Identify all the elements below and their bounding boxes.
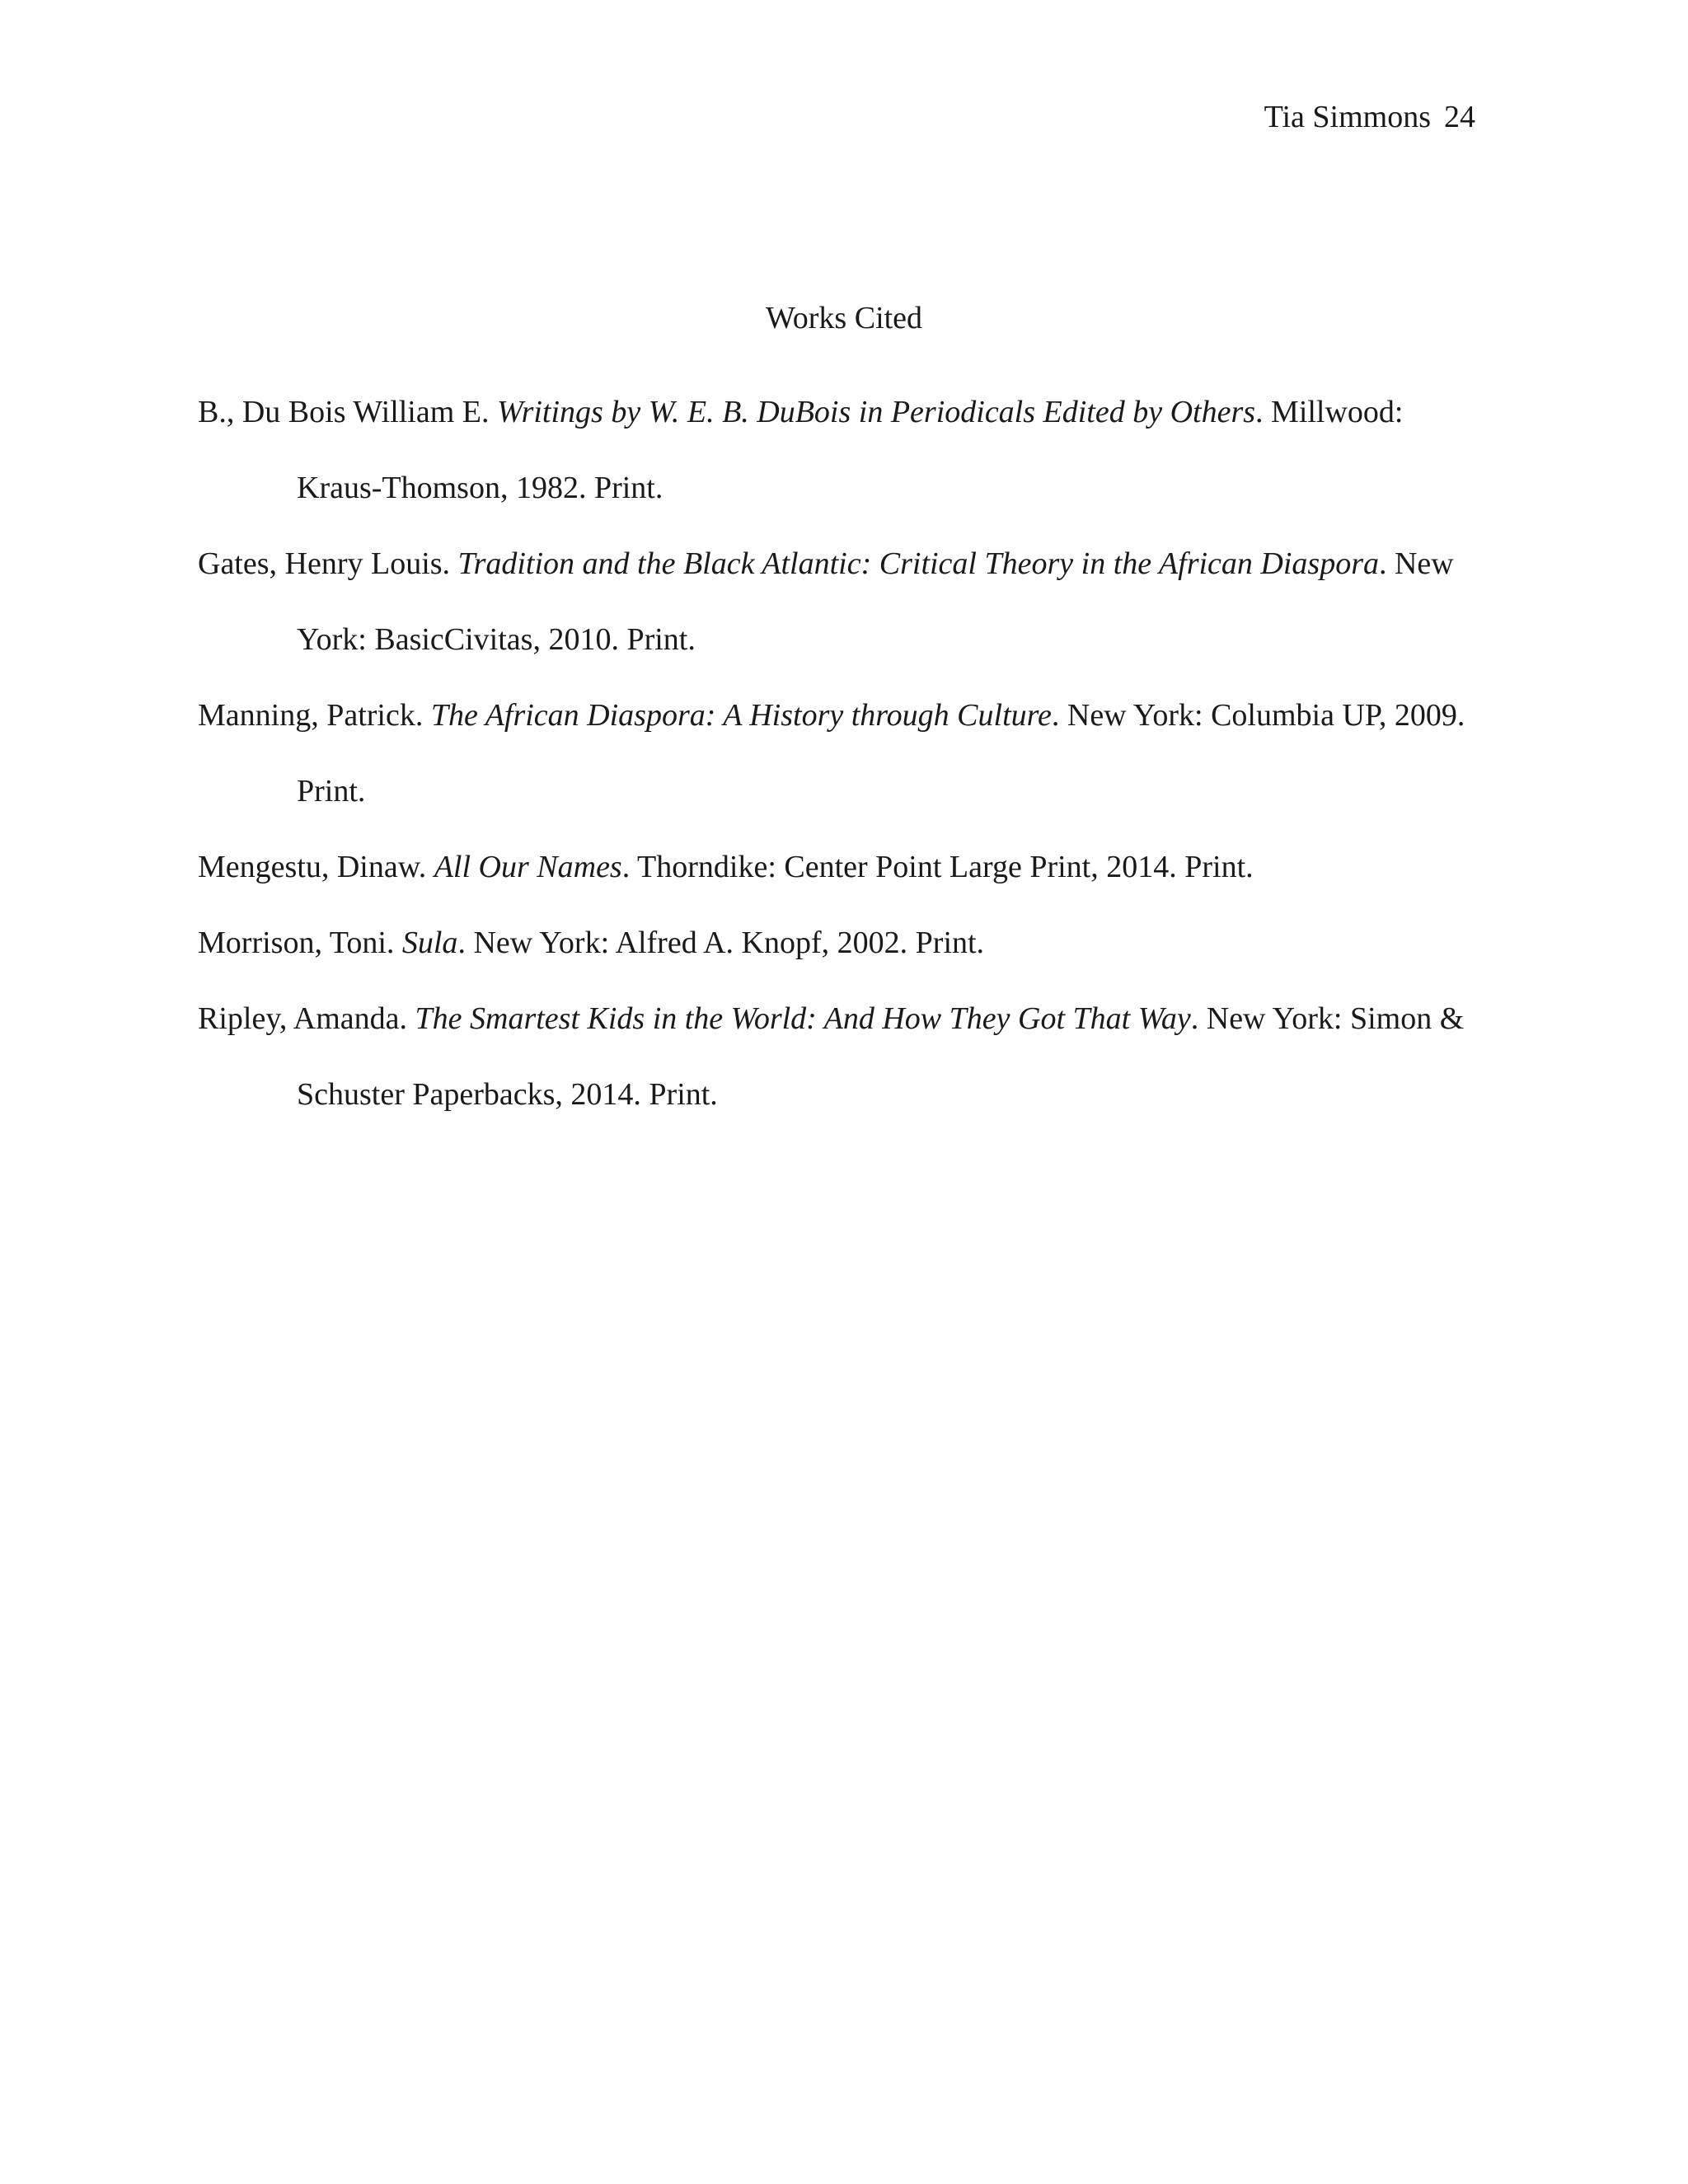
citation-publication: . New York: BasicCivitas, 2010. Print.	[297, 546, 1454, 657]
citation-publication: . New York: Simon & Schuster Paperbacks, 2014. Print.	[297, 1001, 1465, 1112]
citation-title: The African Diaspora: A History through Culture	[430, 698, 1052, 733]
citation-entry	[198, 374, 1484, 526]
citation-author: Ripley, Amanda.	[198, 1001, 415, 1036]
citation-author: Manning, Patrick.	[198, 698, 431, 733]
author-name: Tia Simmons	[1264, 100, 1431, 134]
citation-entry	[198, 905, 1484, 981]
citation-author: B., Du Bois William E.	[198, 395, 498, 429]
citation-entry	[198, 981, 1484, 1132]
citation-publication: . New York: Columbia UP, 2009. Print.	[297, 698, 1465, 808]
running-head	[1264, 97, 1475, 137]
citation-title: Sula	[401, 926, 458, 960]
citation-publication: . Thorndike: Center Point Large Print, 2014. Print.	[621, 850, 1254, 884]
citation-author: Gates, Henry Louis.	[198, 546, 458, 581]
citation-author: Morrison, Toni.	[198, 926, 402, 960]
citation-title: Tradition and the Black Atlantic: Critical Theory in the African Diaspora	[457, 546, 1379, 581]
citation-publication: . Millwood: Kraus-Thomson, 1982. Print.	[297, 395, 1404, 505]
citation-entry	[198, 677, 1484, 829]
citation-title: Writings by W. E. B. DuBois in Periodicals Edited by Others	[497, 395, 1256, 429]
citation-author: Mengestu, Dinaw.	[198, 850, 434, 884]
citation-entry	[198, 829, 1484, 905]
citation-publication: . New York: Alfred A. Knopf, 2002. Print.	[457, 926, 985, 960]
page-number: 24	[1444, 100, 1475, 134]
citation-entry	[198, 526, 1484, 677]
works-cited-heading: Works Cited	[765, 301, 923, 335]
citation-title: The Smartest Kids in the World: And How They Got That Way	[415, 1001, 1191, 1036]
citation-list	[198, 374, 1484, 1132]
citation-title: All Our Names	[434, 850, 622, 884]
